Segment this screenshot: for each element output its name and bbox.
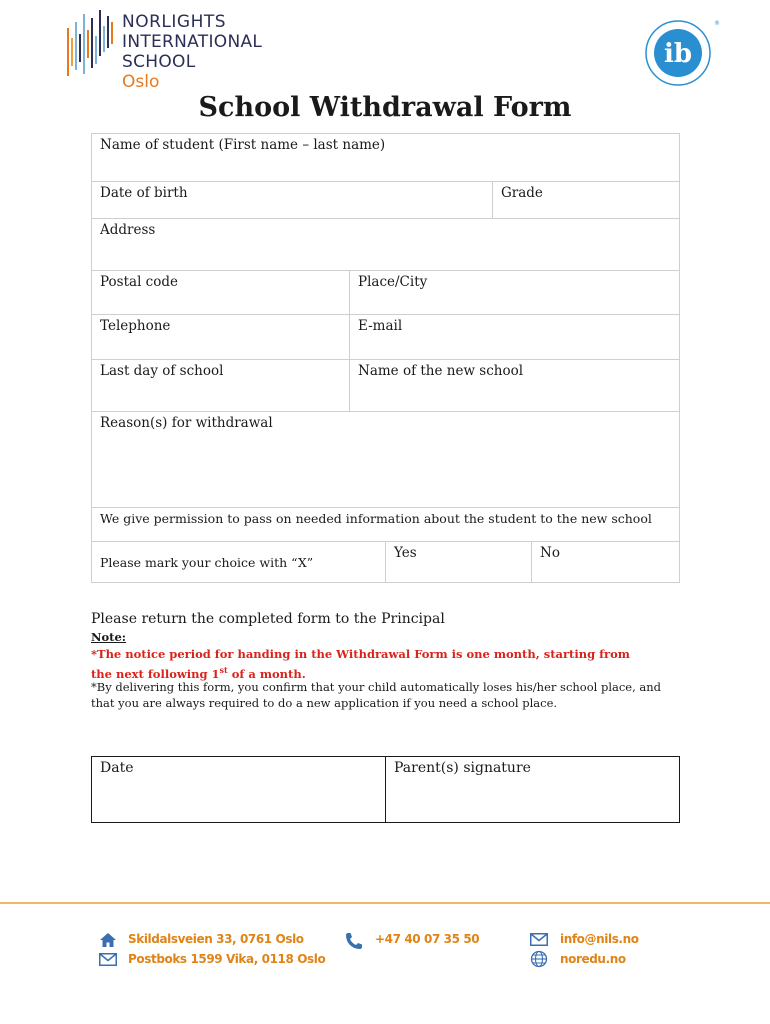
permission-row (92, 508, 679, 541)
phone-icon (345, 932, 363, 950)
permission-label: We give permission to pass on needed information about the student to the new school (100, 511, 652, 526)
email-icon (530, 933, 548, 946)
date-of-birth-field[interactable] (92, 182, 492, 218)
reason-field[interactable] (92, 412, 679, 507)
notice-period-text (91, 646, 651, 682)
postal-code-label: Postal code (100, 274, 178, 290)
mark-choice-cell (92, 542, 385, 582)
email-label: E-mail (358, 318, 403, 334)
home-icon (99, 932, 117, 948)
globe-icon (530, 950, 548, 968)
yes-label: Yes (394, 545, 417, 561)
last-day-field[interactable] (92, 360, 349, 411)
parent-signature-field[interactable] (385, 757, 679, 822)
address-field[interactable] (92, 219, 679, 270)
notice-text-b: of a month. (227, 666, 306, 681)
no-choice-box[interactable] (531, 542, 679, 582)
postal-code-field[interactable] (92, 271, 349, 314)
footer-divider (0, 902, 770, 904)
notice-superscript: st (219, 665, 228, 675)
date-field[interactable] (92, 757, 385, 822)
date-label: Date (100, 760, 134, 776)
svg-text:®: ® (714, 20, 720, 27)
city-label: Place/City (358, 274, 428, 290)
new-school-field[interactable] (349, 360, 679, 411)
ib-logo-icon (640, 15, 720, 87)
email-field[interactable] (349, 315, 679, 359)
parent-signature-label: Parent(s) signature (394, 760, 531, 776)
new-school-label: Name of the new school (358, 363, 524, 379)
logo-line-2: INTERNATIONAL SCHOOL (122, 32, 263, 72)
footer-phone[interactable]: +47 40 07 35 50 (375, 932, 480, 946)
footer-website[interactable]: noredu.no (560, 952, 626, 966)
school-logo (66, 8, 306, 92)
mark-choice-label: Please mark your choice with “X” (100, 555, 314, 570)
withdrawal-form (91, 133, 680, 583)
reason-label: Reason(s) for withdrawal (100, 415, 273, 431)
logo-line-1: NORLIGHTS (122, 12, 227, 32)
footer-address-street: Skildalsveien 33, 0761 Oslo (128, 932, 304, 946)
dob-label: Date of birth (100, 185, 188, 201)
grade-label: Grade (501, 185, 543, 201)
note-label: Note: (91, 630, 127, 644)
logo-line-3: Oslo (122, 72, 160, 92)
delivery-confirmation-text: *By delivering this form, you confirm that your child automatically loses his/her school place, and that you are always required to do a new application if you need a school place. (91, 680, 662, 710)
mail-icon (99, 953, 117, 966)
last-day-label: Last day of school (100, 363, 224, 379)
telephone-label: Telephone (100, 318, 171, 334)
no-label: No (540, 545, 560, 561)
footer-email[interactable]: info@nils.no (560, 932, 639, 946)
address-label: Address (100, 222, 156, 238)
city-field[interactable] (349, 271, 679, 314)
yes-choice-box[interactable] (385, 542, 531, 582)
grade-field[interactable] (492, 182, 679, 218)
signature-table (91, 756, 680, 823)
page-title: School Withdrawal Form (198, 92, 572, 123)
student-name-field[interactable] (92, 134, 679, 181)
student-name-label: Name of student (First name – last name) (100, 137, 386, 153)
return-instruction: Please return the completed form to the Principal (91, 611, 445, 627)
notice-text-a: *The notice period for handing in the Withdrawal Form is one month, starting from the next following 1 (91, 647, 630, 681)
telephone-field[interactable] (92, 315, 349, 359)
logo-bars-icon (66, 8, 118, 78)
svg-text:ib: ib (663, 39, 693, 69)
footer-address-postbox: Postboks 1599 Vika, 0118 Oslo (128, 952, 326, 966)
